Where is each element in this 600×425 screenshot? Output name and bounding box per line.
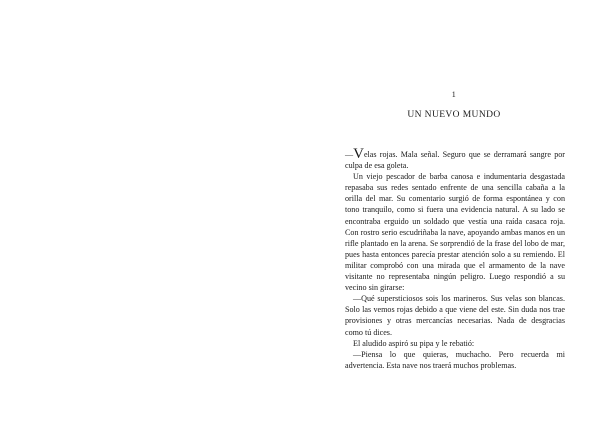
- chapter-title: UN NUEVO MUNDO: [407, 110, 501, 120]
- chapter-body: [345, 146, 565, 371]
- opening-text: elas rojas. Mala señal. Seguro que se derramará sangre por culpa de esa goleta.: [345, 150, 565, 171]
- paragraph: —Piensa lo que quieras, muchacho. Pero recuerda mi advertencia. Esta nave nos traerá muchos problemas.: [345, 349, 565, 370]
- opening-paragraph: [345, 146, 565, 171]
- chapter-number: 1: [451, 90, 457, 99]
- paragraph: —Qué supersticiosos sois los marineros. Sus velas son blancas. Solo las vemos rojas debido a que viene del este. Sin duda nos trae provisiones y otras mercancías necesarias. Nada de desgracias como tú dices.: [345, 294, 565, 337]
- paragraph: El aludido aspiró su pipa y le rebatió:: [353, 338, 475, 348]
- paragraph: Un viejo pescador de barba canosa e indumentaria desgastada repasaba sus redes sentado enfrente de una sencilla cabaña a la orilla del mar. Su comentario surgió de forma espontánea y con tono tranquilo, como si fuera una evidencia natural. A su lado se encontraba erguido un soldado que vestía una raída casaca roja. Con rostro serio escudriñaba la nave, apoyando ambas manos en un rifle plantado en la arena. Se sorprendió de la frase del lobo de mar, pues hasta entonces parecía prestar atención solo a su remiendo. El militar comprobó con una mirada que el armamento de la nave visitante no representaba ningún peligro. Luego respondió a su vecino sin girarse:: [345, 172, 565, 293]
- opening-initial: V: [353, 146, 364, 162]
- opening-dash: —: [345, 150, 354, 159]
